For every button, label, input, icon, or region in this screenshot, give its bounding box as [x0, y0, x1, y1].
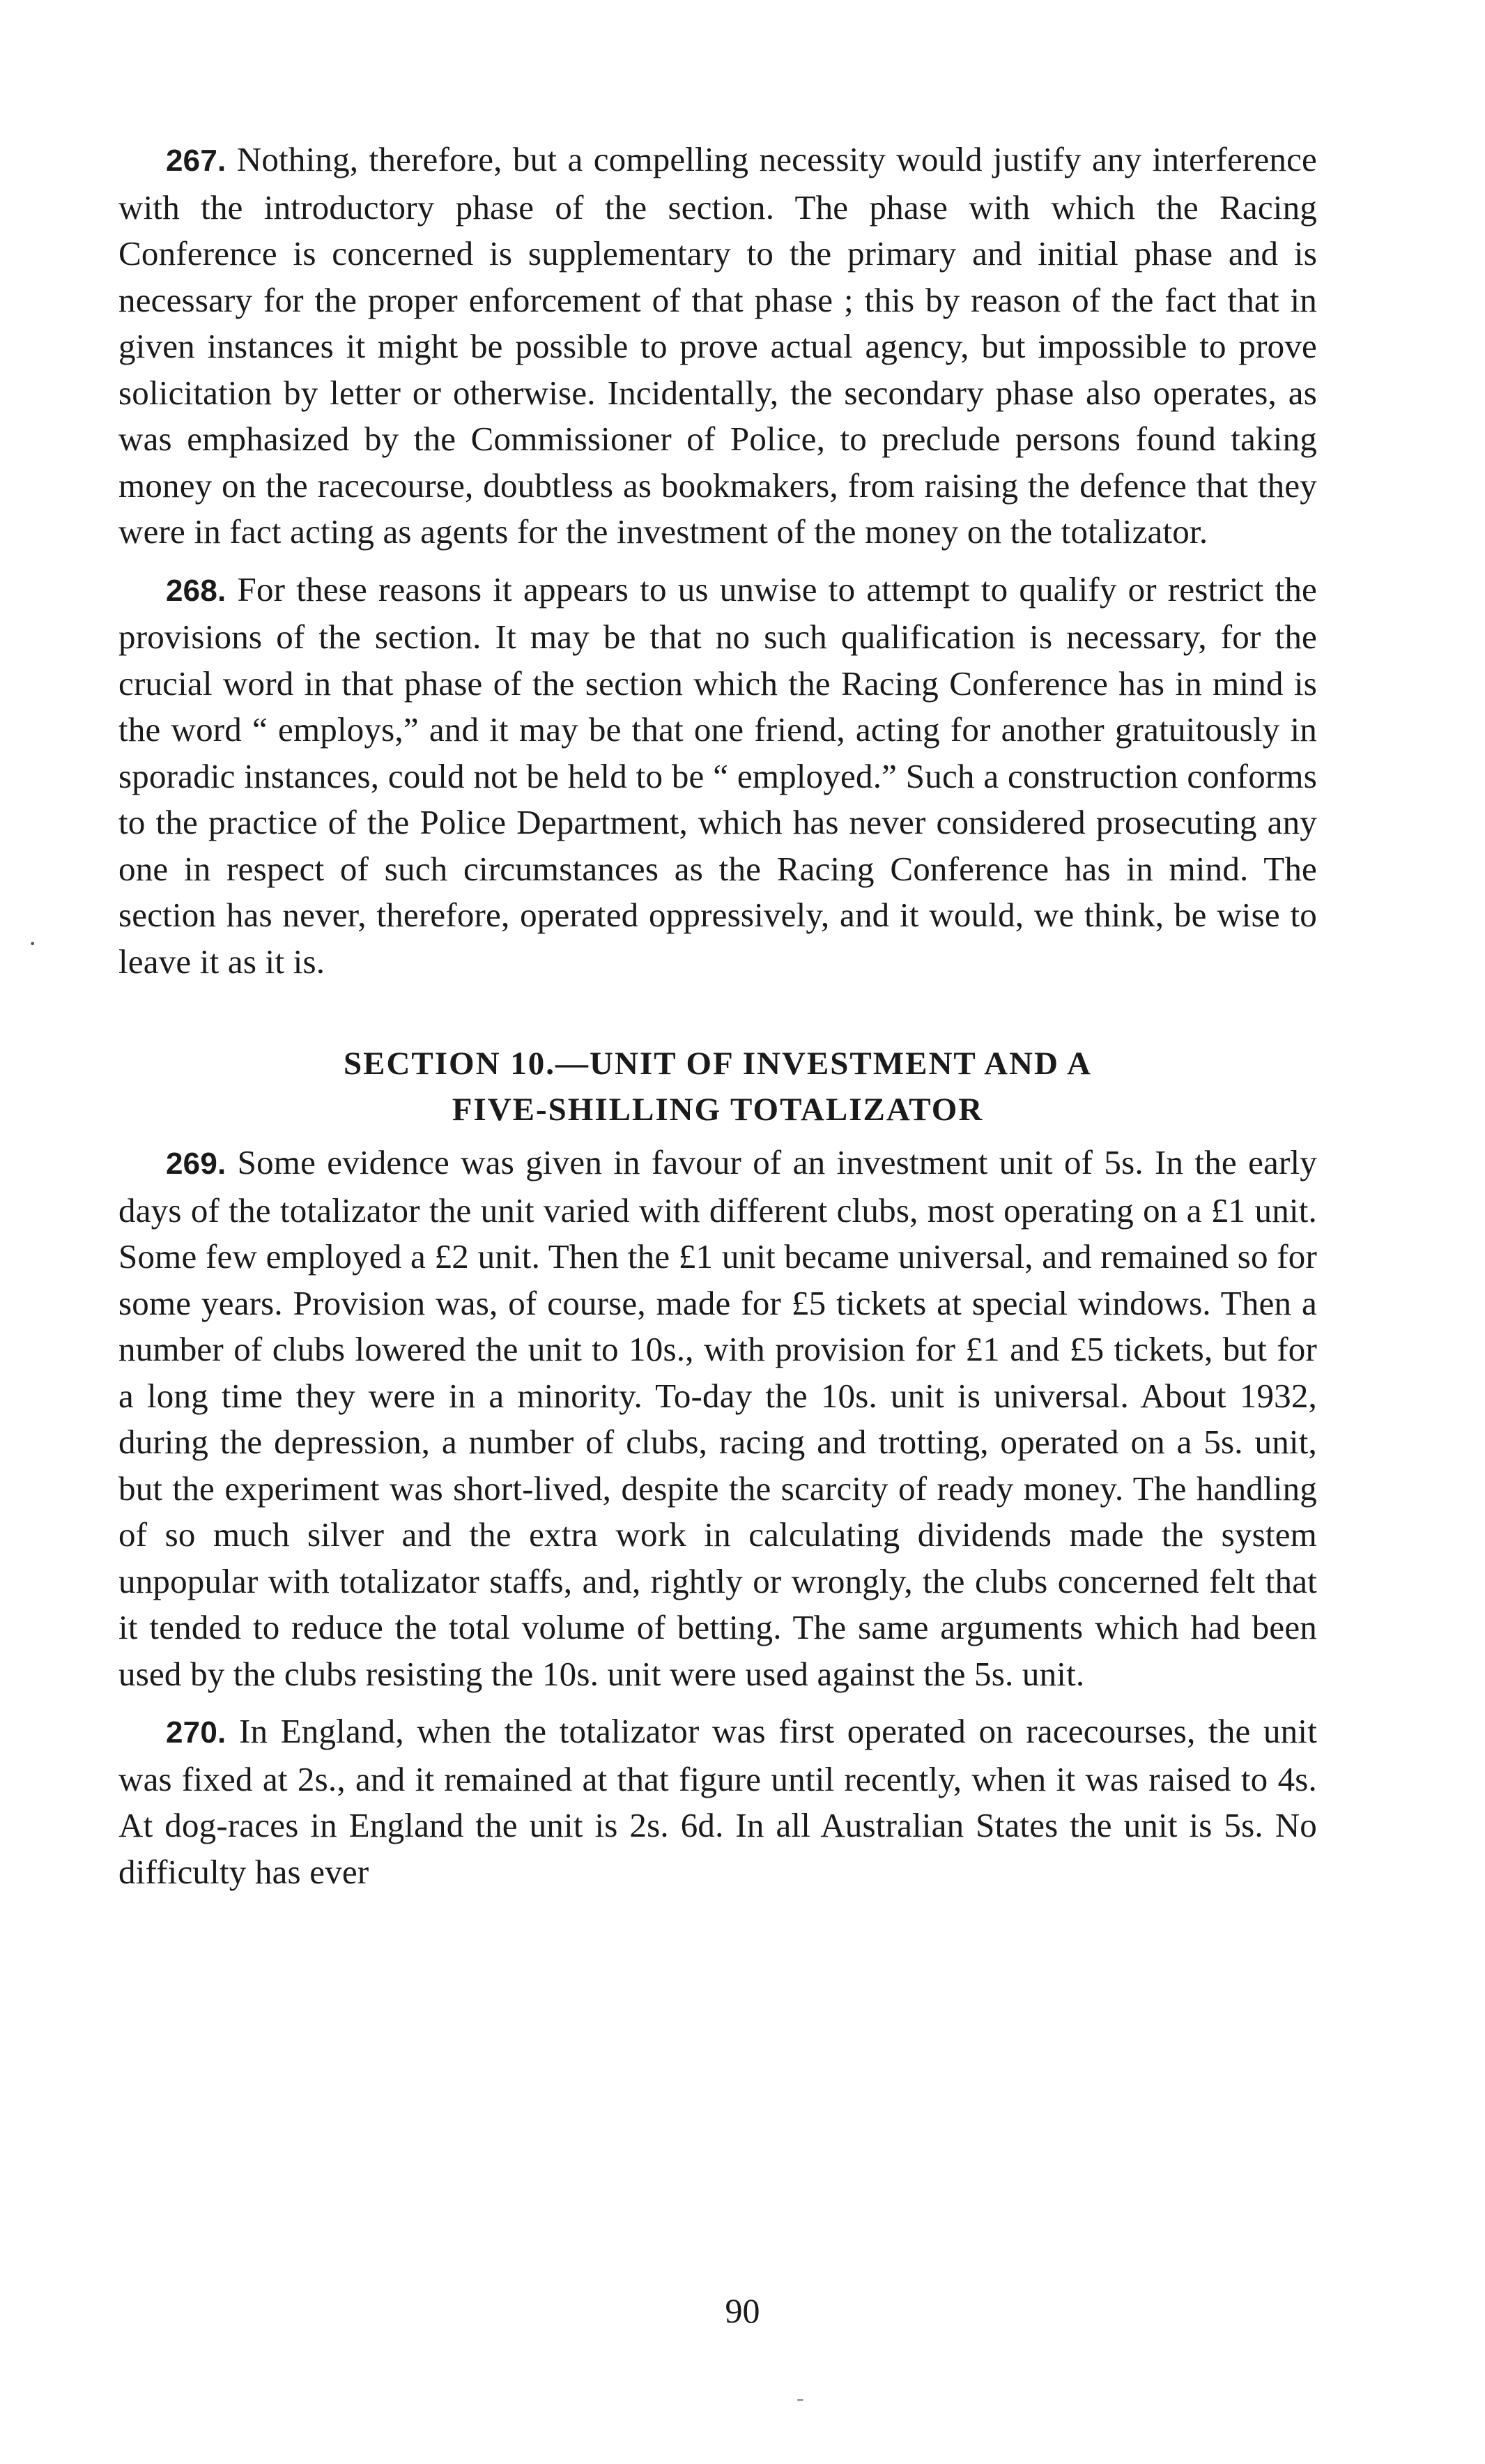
margin-mark: · [28, 928, 38, 959]
paragraph-text: For these reasons it appears to us unwise to attempt to qualify or restrict the provisions of the section. It may be that no such qualification is necessary, for the crucial word in that phase of the section which the Racing Conference has in mind is the word “ employs,” and it may be that one friend, acting for another gratuitously in sporadic instances, could not be held to be “ employed.” Such a construction conforms to the practice of the Police Department, which has never considered prosecuting any one in respect of such circumstances as the Racing Conference has in mind. The section has never, therefore, operated oppressively, and it would, we think, be wise to leave it as it is. [118, 569, 1317, 981]
paragraph-text: In England, when the totalizator was first operated on racecourses, the unit was fixed at 2s., and it remained at that figure until recently, when it was raised to 4s. At dog-races in England the unit is 2s. 6d. In all Australian States the unit is 5s. No difficulty has ever [118, 1712, 1318, 1891]
page-number: 90 [725, 2291, 760, 2330]
paragraph-text: Nothing, therefore, but a compelling necessity would justify any interference with the introductory phase of the section. The phase with which the Racing Conference is concerned is supplementary to the primary and initial phase and is necessary for the proper enforcement of that phase ; this by reason of the fact that in given instances it might be possible to prove actual agency, but impossible to prove solicitation by letter or otherwise. Incidentally, the secondary phase also operates, as was emphasized by the Commissioner of Police, to preclude persons found taking money on the racecourse, doubtless as bookmakers, from raising the defence that they were in fact acting as agents for the investment of the money on the totalizator. [118, 140, 1317, 551]
paragraph-269 [118, 1140, 1317, 1697]
paragraph-number: 269. [166, 1147, 226, 1181]
paragraph-text: Some evidence was given in favour of an investment unit of 5s. In the early days of the totalizator the unit varied with different clubs, most operating on a £1 unit. Some few employed a £2 unit. Then the £1 unit became universal, and remained so for some years. Provision was, of course, made for £5 tickets at special windows. Then a number of clubs lowered the unit to 10s., with provision for £1 and £5 tickets, but for a long time they were in a minority. To-day the 10s. unit is universal. About 1932, during the depression, a number of clubs, racing and trotting, operated on a 5s. unit, but the experiment was short-lived, despite the scarcity of ready money. The handling of so much silver and the extra work in calculating dividends made the system unpopular with totalizator staffs, and, rightly or wrongly, the clubs concerned felt that it tended to reduce the total volume of betting. The same arguments which had been used by the clubs resisting the 10s. unit were used against the 5s. unit. [118, 1143, 1317, 1693]
bottom-mark: - [797, 2385, 804, 2410]
document-body [118, 137, 1317, 1906]
paragraph-267 [118, 137, 1317, 556]
section-heading [118, 1041, 1317, 1133]
section-heading-line-1: SECTION 10.—UNIT OF INVESTMENT AND A [343, 1046, 1092, 1082]
paragraph-number: 270. [166, 1715, 226, 1750]
paragraph-number: 268. [166, 573, 226, 608]
paragraph-number: 267. [166, 144, 226, 178]
paragraph-268 [118, 567, 1317, 986]
paragraph-270 [118, 1708, 1317, 1895]
section-heading-line-2: FIVE-SHILLING TOTALIZATOR [452, 1092, 984, 1128]
